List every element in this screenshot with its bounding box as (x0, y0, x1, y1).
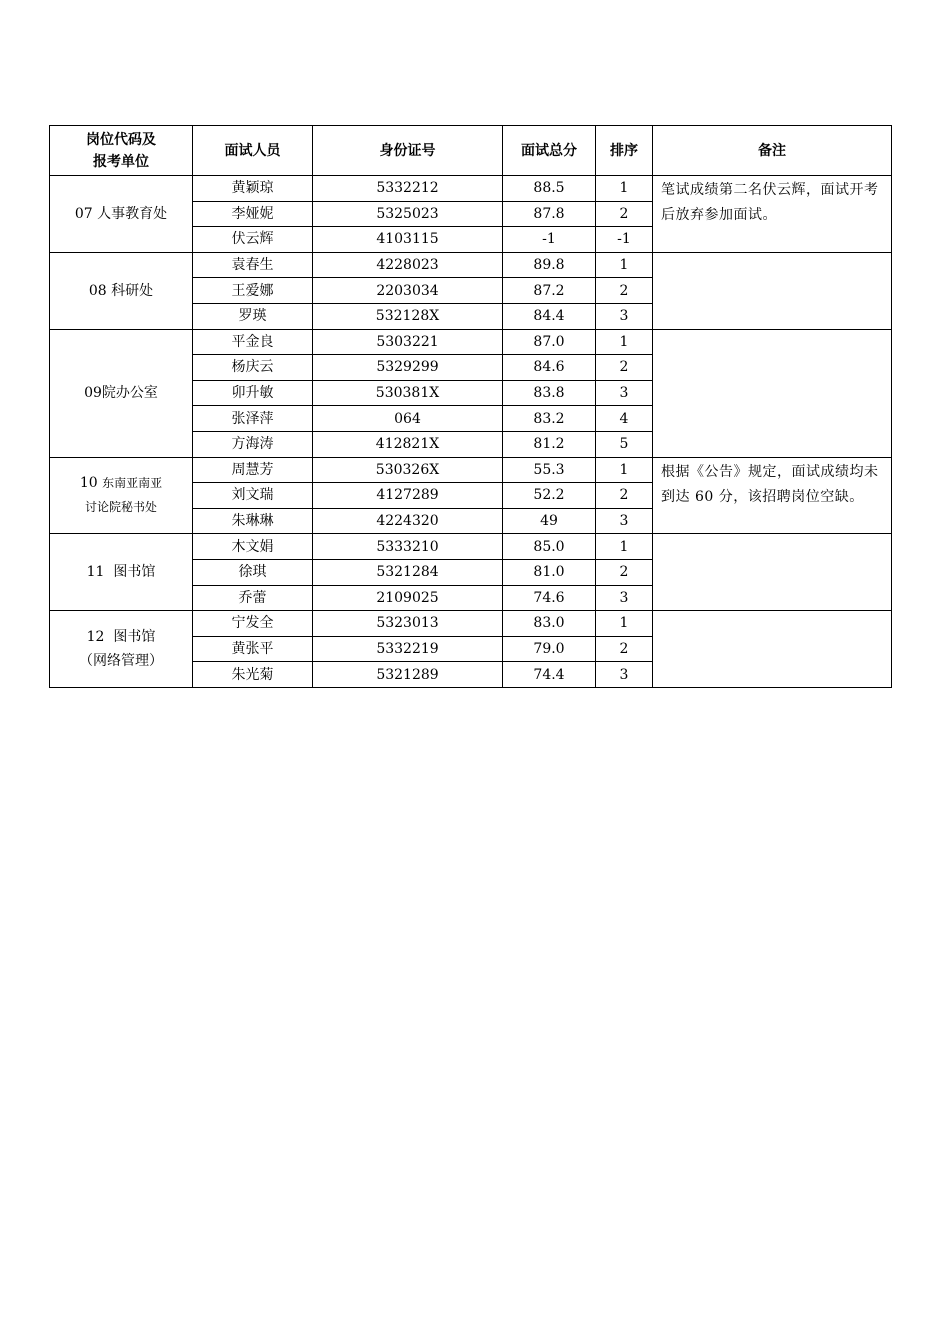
unit-code: 11 (86, 564, 105, 581)
unit-name-line2: 讨论院秘书处 (84, 500, 157, 515)
candidate-name: 袁春生 (193, 252, 313, 278)
candidate-rank: 1 (596, 329, 653, 355)
candidate-id: 5333210 (313, 534, 503, 560)
unit-code: 07 (74, 205, 93, 222)
header-unit (50, 126, 193, 176)
candidate-rank: 3 (596, 585, 653, 611)
candidate-score: 74.6 (503, 585, 596, 611)
candidate-name: 平金良 (193, 329, 313, 355)
remark-cell (653, 534, 892, 611)
unit-name: 院办公室 (101, 385, 158, 402)
candidate-score: 87.0 (503, 329, 596, 355)
candidate-score: 85.0 (503, 534, 596, 560)
candidate-score: 81.2 (503, 431, 596, 457)
candidate-rank: 3 (596, 508, 653, 534)
header-score: 面试总分 (503, 126, 596, 176)
candidate-name: 乔蕾 (193, 585, 313, 611)
candidate-score: 49 (503, 508, 596, 534)
candidate-rank: 3 (596, 380, 653, 406)
candidate-score: 87.8 (503, 201, 596, 227)
candidate-name: 卯升敏 (193, 380, 313, 406)
candidate-name: 木文娟 (193, 534, 313, 560)
candidate-rank: -1 (596, 227, 653, 253)
unit-cell (50, 611, 193, 688)
candidate-score: 83.2 (503, 406, 596, 432)
candidate-id: 5321284 (313, 559, 503, 585)
candidate-rank: 1 (596, 457, 653, 483)
candidate-id: 5303221 (313, 329, 503, 355)
candidate-name: 周慧芳 (193, 457, 313, 483)
unit-name-line2: （网络管理） (79, 652, 163, 669)
table-header-row (50, 126, 892, 176)
candidate-name: 朱光菊 (193, 662, 313, 688)
candidate-id: 530326X (313, 457, 503, 483)
remark-cell: 笔试成绩第二名伏云辉，面试开考后放弃参加面试。 (653, 176, 892, 253)
candidate-id: 5332212 (313, 176, 503, 202)
header-rank: 排序 (596, 126, 653, 176)
candidate-rank: 2 (596, 559, 653, 585)
table-row (50, 534, 892, 560)
unit-name: 图书馆 (113, 564, 156, 581)
header-name: 面试人员 (193, 126, 313, 176)
remark-cell (653, 611, 892, 688)
candidate-id: 4127289 (313, 483, 503, 509)
candidate-id: 530381X (313, 380, 503, 406)
candidate-id: 5323013 (313, 611, 503, 637)
table-row (50, 457, 892, 483)
unit-name: 人事教育处 (97, 205, 168, 222)
candidate-name: 李娅妮 (193, 201, 313, 227)
unit-code: 12 (86, 628, 105, 645)
candidate-name: 伏云辉 (193, 227, 313, 253)
remark-cell: 根据《公告》规定，面试成绩均未到达 60 分，该招聘岗位空缺。 (653, 457, 892, 534)
candidate-score: 84.4 (503, 303, 596, 329)
header-unit-line1: 岗位代码及 (86, 131, 156, 148)
candidate-name: 黄张平 (193, 636, 313, 662)
candidate-id: 4224320 (313, 508, 503, 534)
candidate-rank: 2 (596, 278, 653, 304)
candidate-score: 52.2 (503, 483, 596, 509)
candidate-score: 55.3 (503, 457, 596, 483)
candidate-rank: 2 (596, 483, 653, 509)
candidate-score: 87.2 (503, 278, 596, 304)
candidate-score: 89.8 (503, 252, 596, 278)
table-row (50, 329, 892, 355)
candidate-rank: 1 (596, 176, 653, 202)
candidate-name: 朱琳琳 (193, 508, 313, 534)
candidate-id: 5321289 (313, 662, 503, 688)
candidate-name: 杨庆云 (193, 355, 313, 381)
candidate-id: 5325023 (313, 201, 503, 227)
candidate-name: 方海涛 (193, 431, 313, 457)
header-remark: 备注 (653, 126, 892, 176)
candidate-id: 412821X (313, 431, 503, 457)
candidate-id: 064 (313, 406, 503, 432)
candidate-rank: 5 (596, 431, 653, 457)
candidate-score: 83.0 (503, 611, 596, 637)
remark-cell (653, 329, 892, 457)
candidate-id: 4228023 (313, 252, 503, 278)
candidate-name: 黄颖琼 (193, 176, 313, 202)
unit-code: 08 (88, 282, 107, 299)
unit-name-line1: 东南亚南亚 (102, 476, 163, 491)
candidate-name: 刘文瑞 (193, 483, 313, 509)
candidate-id: 532128X (313, 303, 503, 329)
unit-cell (50, 176, 193, 253)
candidate-rank: 2 (596, 355, 653, 381)
remark-cell (653, 252, 892, 329)
candidate-rank: 1 (596, 611, 653, 637)
table-row (50, 252, 892, 278)
unit-cell (50, 329, 193, 457)
candidate-score: 84.6 (503, 355, 596, 381)
candidate-id: 2203034 (313, 278, 503, 304)
candidate-score: 83.8 (503, 380, 596, 406)
candidate-name: 徐琪 (193, 559, 313, 585)
candidate-rank: 3 (596, 303, 653, 329)
unit-name-line1: 图书馆 (113, 628, 156, 645)
candidate-score: 81.0 (503, 559, 596, 585)
candidate-name: 张泽萍 (193, 406, 313, 432)
candidate-rank: 2 (596, 201, 653, 227)
header-id: 身份证号 (313, 126, 503, 176)
candidate-score: 79.0 (503, 636, 596, 662)
unit-name: 科研处 (111, 282, 154, 299)
table-row (50, 611, 892, 637)
candidate-name: 王爱娜 (193, 278, 313, 304)
candidate-name: 罗瑛 (193, 303, 313, 329)
unit-cell (50, 534, 193, 611)
interview-results-table (49, 125, 892, 688)
header-unit-line2: 报考单位 (93, 153, 149, 170)
unit-code: 10 (79, 475, 98, 492)
candidate-rank: 1 (596, 534, 653, 560)
candidate-rank: 2 (596, 636, 653, 662)
candidate-rank: 1 (596, 252, 653, 278)
candidate-score: 74.4 (503, 662, 596, 688)
candidate-rank: 3 (596, 662, 653, 688)
candidate-id: 2109025 (313, 585, 503, 611)
candidate-name: 宁发全 (193, 611, 313, 637)
candidate-score: -1 (503, 227, 596, 253)
table-row (50, 176, 892, 202)
candidate-score: 88.5 (503, 176, 596, 202)
candidate-id: 5332219 (313, 636, 503, 662)
candidate-id: 5329299 (313, 355, 503, 381)
unit-cell (50, 457, 193, 534)
candidate-id: 4103115 (313, 227, 503, 253)
unit-code: 09 (84, 385, 102, 402)
unit-cell (50, 252, 193, 329)
candidate-rank: 4 (596, 406, 653, 432)
